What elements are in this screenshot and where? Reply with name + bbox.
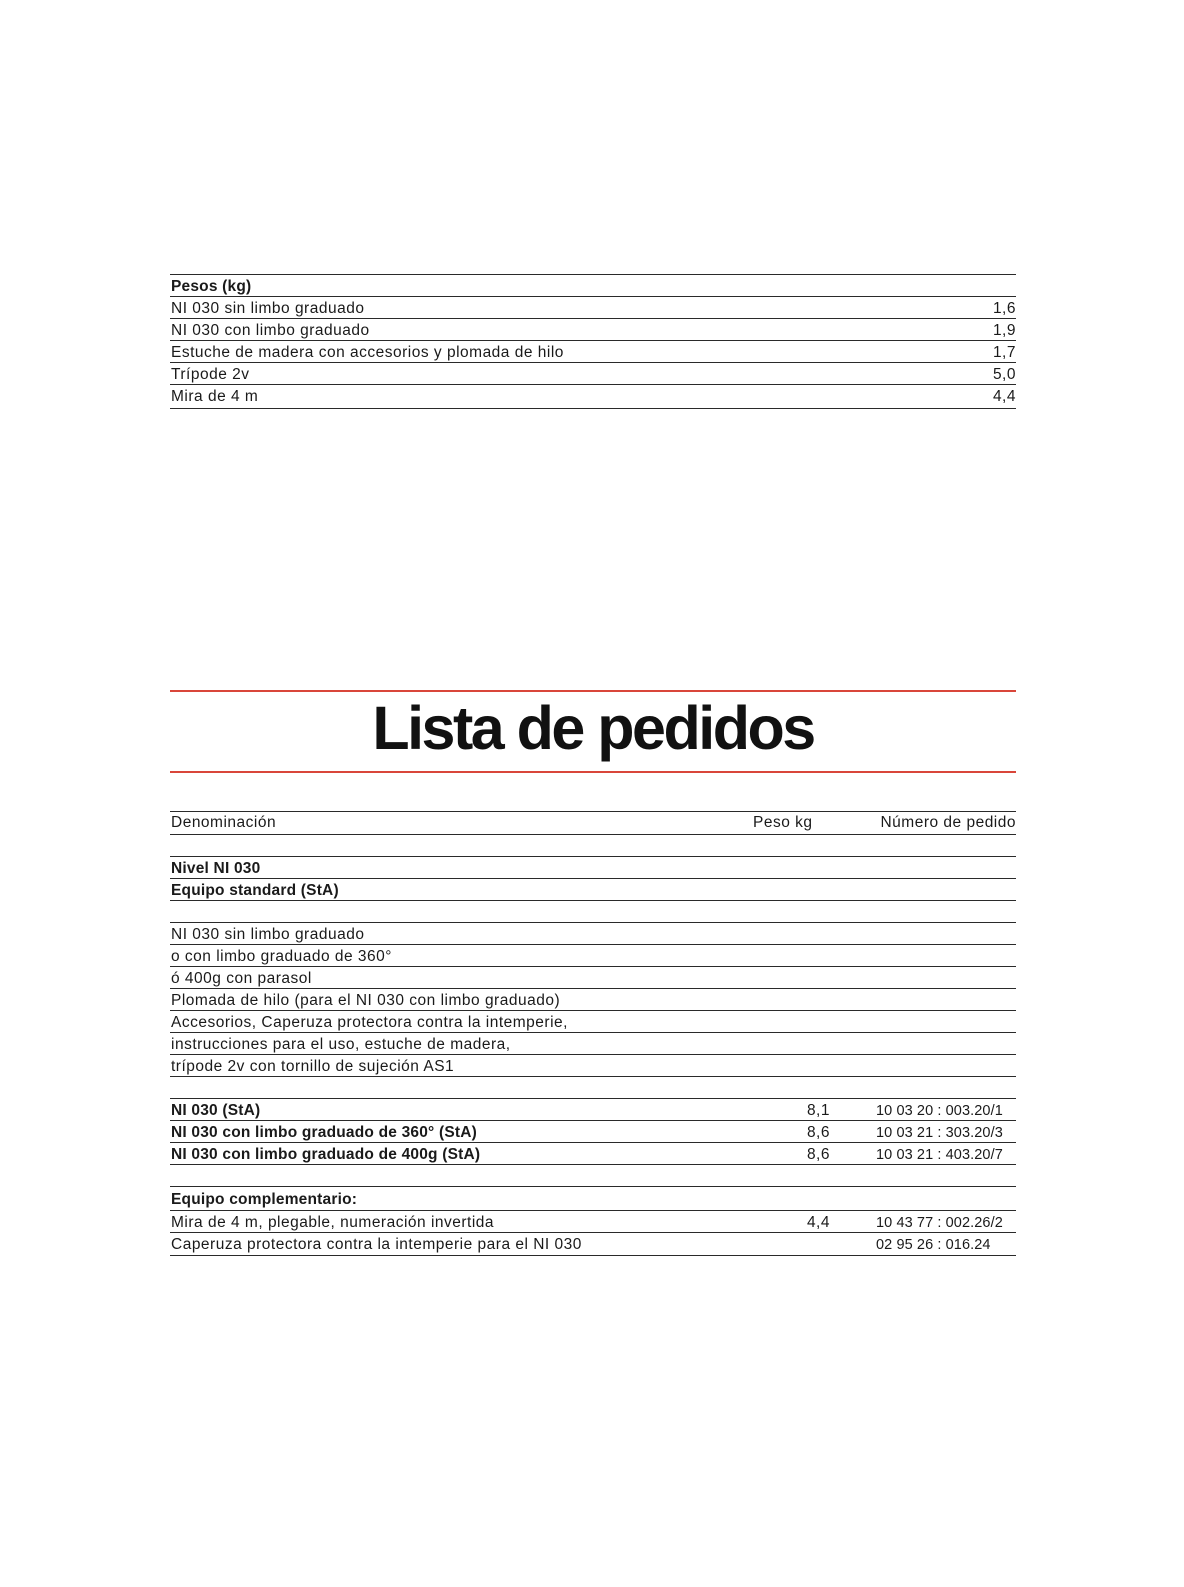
description-line: instrucciones para el uso, estuche de madera, — [171, 1036, 511, 1053]
description-line: NI 030 sin limbo graduado — [171, 926, 365, 943]
weights-row-value: 1,7 — [992, 344, 1016, 361]
weights-row-label: Trípode 2v — [171, 366, 250, 383]
item-order-number: 10 03 20 : 003.20/1 — [876, 1103, 1003, 1119]
item-order-number: 10 03 21 : 403.20/7 — [876, 1147, 1003, 1163]
complementary-heading: Equipo complementario: — [171, 1191, 358, 1208]
column-header-weight: Peso kg — [753, 814, 813, 831]
divider — [170, 1232, 1016, 1233]
item-weight: 8,6 — [806, 1124, 830, 1141]
divider — [170, 1142, 1016, 1143]
divider — [170, 1210, 1016, 1211]
divider — [170, 1010, 1016, 1011]
column-header-name: Denominación — [171, 814, 277, 831]
divider — [170, 1164, 1016, 1165]
complementary-item-order-number: 10 43 77 : 002.26/2 — [876, 1215, 1003, 1231]
divider — [170, 362, 1016, 363]
divider — [170, 340, 1016, 341]
item-name: NI 030 con limbo graduado de 360° (StA) — [171, 1124, 477, 1141]
divider — [170, 856, 1016, 857]
divider — [170, 988, 1016, 989]
title-rule-bottom — [170, 771, 1016, 773]
divider — [170, 966, 1016, 967]
group-subtitle: Equipo standard (StA) — [171, 882, 339, 899]
divider — [170, 318, 1016, 319]
divider — [170, 1120, 1016, 1121]
divider — [170, 1098, 1016, 1099]
divider — [170, 811, 1016, 812]
divider — [170, 1054, 1016, 1055]
divider — [170, 274, 1016, 275]
item-name: NI 030 (StA) — [171, 1102, 261, 1119]
item-weight: 8,6 — [806, 1146, 830, 1163]
group-title: Nivel NI 030 — [171, 860, 261, 877]
description-line: o con limbo graduado de 360° — [171, 948, 392, 965]
item-order-number: 10 03 21 : 303.20/3 — [876, 1125, 1003, 1141]
divider — [170, 900, 1016, 901]
weights-row-label: NI 030 con limbo graduado — [171, 322, 370, 339]
description-line: Plomada de hilo (para el NI 030 con limbo graduado) — [171, 992, 561, 1009]
description-line: trípode 2v con tornillo de sujeción AS1 — [171, 1058, 455, 1075]
column-header-order-number: Número de pedido — [880, 814, 1016, 831]
weights-heading: Pesos (kg) — [171, 278, 252, 295]
weights-row-value: 5,0 — [992, 366, 1016, 383]
divider — [170, 408, 1016, 409]
description-line: ó 400g con parasol — [171, 970, 312, 987]
divider — [170, 1032, 1016, 1033]
divider — [170, 1255, 1016, 1256]
complementary-item-weight: 4,4 — [806, 1214, 830, 1231]
weights-row-value: 1,6 — [992, 300, 1016, 317]
weights-row-value: 4,4 — [992, 388, 1016, 405]
divider — [170, 1186, 1016, 1187]
complementary-item-order-number: 02 95 26 : 016.24 — [876, 1237, 991, 1253]
item-weight: 8,1 — [806, 1102, 830, 1119]
complementary-item-name: Mira de 4 m, plegable, numeración invertida — [171, 1214, 495, 1231]
divider — [170, 922, 1016, 923]
divider — [170, 944, 1016, 945]
divider — [170, 834, 1016, 835]
complementary-item-name: Caperuza protectora contra la intemperie para el NI 030 — [171, 1236, 582, 1253]
weights-row-label: NI 030 sin limbo graduado — [171, 300, 365, 317]
divider — [170, 384, 1016, 385]
weights-row-value: 1,9 — [992, 322, 1016, 339]
divider — [170, 878, 1016, 879]
description-line: Accesorios, Caperuza protectora contra la intemperie, — [171, 1014, 568, 1031]
item-name: NI 030 con limbo graduado de 400g (StA) — [171, 1146, 481, 1163]
divider — [170, 1076, 1016, 1077]
weights-row-label: Mira de 4 m — [171, 388, 259, 405]
page-title: Lista de pedidos — [372, 694, 814, 762]
divider — [170, 296, 1016, 297]
weights-row-label: Estuche de madera con accesorios y plomada de hilo — [171, 344, 564, 361]
